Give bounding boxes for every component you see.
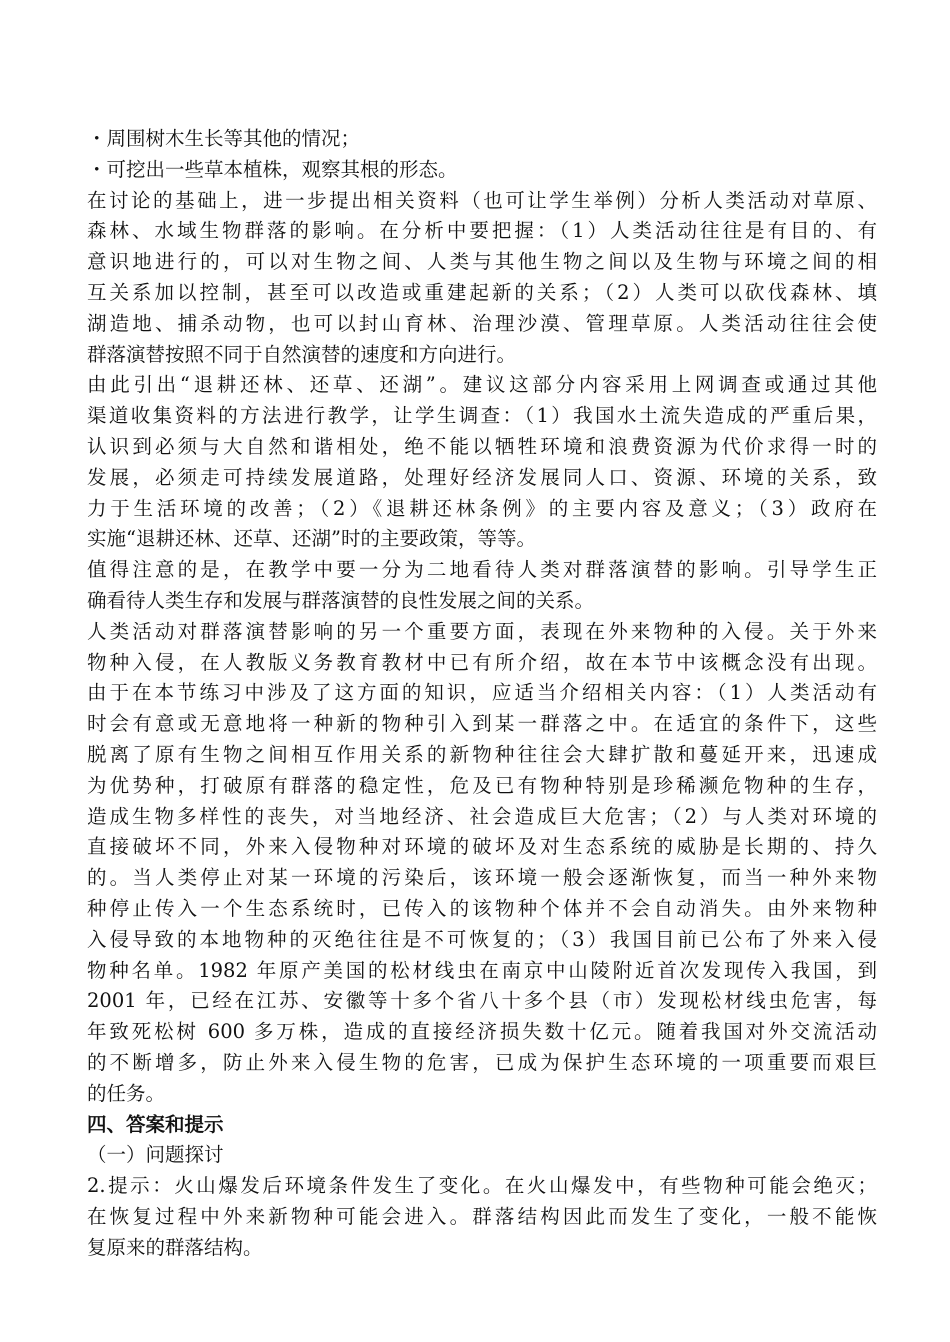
subsection-heading: （一）问题探讨: [87, 1143, 224, 1167]
paragraph-line: 2.提示：火山爆发后环境条件发生了变化。在火山爆发中，有些物种可能会绝灭；: [87, 1174, 877, 1198]
bullet-line: ・可挖出一些草本植株，观察其根的形态。: [87, 157, 458, 181]
paragraph-line: 直接破坏不同，外来入侵物种对环境的破坏及对生态系统的威胁是长期的、持久: [87, 835, 877, 859]
paragraph-line: 年致死松树 600 多万株，造成的直接经济损失数十亿元。随着我国对外交流活动: [87, 1020, 877, 1044]
section-heading: 四、答案和提示: [87, 1112, 224, 1136]
document-page: [87, 124, 877, 1263]
paragraph-line: 发展，必须走可持续发展道路，处理好经济发展同人口、资源、环境的关系，致: [87, 465, 877, 489]
paragraph-line: 的任务。: [87, 1081, 166, 1105]
paragraph-line: 造成生物多样性的丧失，对当地经济、社会造成巨大危害；（2）与人类对环境的: [87, 804, 877, 828]
paragraph-line: 确看待人类生存和发展与群落演替的良性发展之间的关系。: [87, 588, 595, 612]
paragraph-line: 湖造地、捕杀动物，也可以封山育林、治理沙漠、管理草原。人类活动往往会使: [87, 311, 877, 335]
paragraph-line: 实施“退耕还林、还草、还湖”时的主要政策，等等。: [87, 527, 536, 551]
paragraph-line: 物种名单。1982 年原产美国的松材线虫在南京中山陵附近首次发现传入我国，到: [87, 958, 877, 982]
paragraph-line: 互关系加以控制，甚至可以改造或重建起新的关系；（2）人类可以砍伐森林、填: [87, 280, 877, 304]
paragraph-line: 复原来的群落结构。: [87, 1235, 263, 1259]
paragraph-line: 的不断增多，防止外来入侵生物的危害，已成为保护生态环境的一项重要而艰巨: [87, 1050, 877, 1074]
paragraph-line: 在讨论的基础上，进一步提出相关资料（也可让学生举例）分析人类活动对草原、: [87, 188, 877, 212]
paragraph-line: 人类活动对群落演替影响的另一个重要方面，表现在外来物种的入侵。关于外来: [87, 619, 877, 643]
paragraph-line: 在恢复过程中外来新物种可能会进入。群落结构因此而发生了变化，一般不能恢: [87, 1204, 877, 1228]
paragraph-line: 渠道收集资料的方法进行教学，让学生调查：（1）我国水土流失造成的严重后果，: [87, 404, 877, 428]
paragraph-line: 入侵导致的本地物种的灭绝往往是不可恢复的；（3）我国目前已公布了外来入侵: [87, 927, 877, 951]
paragraph-line: 认识到必须与大自然和谐相处，绝不能以牺牲环境和浪费资源为代价求得一时的: [87, 434, 877, 458]
paragraph-line: 群落演替按照不同于自然演替的速度和方向进行。: [87, 342, 517, 366]
paragraph-line: 森林、水域生物群落的影响。在分析中要把握：（1）人类活动往往是有目的、有: [87, 219, 877, 243]
paragraph-line: 由于在本节练习中涉及了这方面的知识，应适当介绍相关内容：（1）人类活动有: [87, 681, 877, 705]
paragraph-line: 由此引出“退耕还林、还草、还湖”。建议这部分内容采用上网调查或通过其他: [87, 373, 877, 397]
paragraph-line: 2001 年，已经在江苏、安徽等十多个省八十多个县（市）发现松材线虫危害，每: [87, 989, 877, 1013]
paragraph-line: 意识地进行的，可以对生物之间、人类与其他生物之间以及生物与环境之间的相: [87, 250, 877, 274]
paragraph-line: 的。当人类停止对某一环境的污染后，该环境一般会逐渐恢复，而当一种外来物: [87, 866, 877, 890]
paragraph-line: 力于生活环境的改善；（2）《退耕还林条例》的主要内容及意义；（3）政府在: [87, 496, 877, 520]
paragraph-line: 物种入侵，在人教版义务教育教材中已有所介绍，故在本节中该概念没有出现。: [87, 650, 877, 674]
paragraph-line: 脱离了原有生物之间相互作用关系的新物种往往会大肆扩散和蔓延开来，迅速成: [87, 742, 877, 766]
paragraph-line: 种停止传入一个生态系统时，已传入的该物种个体并不会自动消失。由外来物种: [87, 896, 877, 920]
paragraph-line: 值得注意的是，在教学中要一分为二地看待人类对群落演替的影响。引导学生正: [87, 558, 877, 582]
paragraph-line: 为优势种，打破原有群落的稳定性，危及已有物种特别是珍稀濒危物种的生存，: [87, 773, 877, 797]
paragraph-line: 时会有意或无意地将一种新的物种引入到某一群落之中。在适宜的条件下，这些: [87, 712, 877, 736]
bullet-line: ・周围树木生长等其他的情况；: [87, 127, 361, 150]
